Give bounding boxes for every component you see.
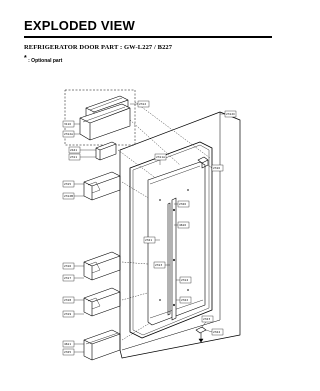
callout-label [63,349,74,355]
door-basket-4 [84,330,120,360]
svg-text:2311: 2311 [70,155,78,159]
callout-label [63,181,74,187]
callout-label [63,311,74,317]
callout-label [63,275,74,281]
callout-label [212,165,223,171]
callout-label [63,263,74,269]
svg-text:2320: 2320 [179,202,187,206]
svg-text:2314: 2314 [181,278,189,282]
callout-label [202,316,213,322]
svg-text:2325: 2325 [64,350,72,354]
svg-text:2319: 2319 [64,312,72,316]
svg-text:2324: 2324 [213,330,221,334]
svg-text:2313: 2313 [155,263,163,267]
callout-label [63,131,74,137]
callout-label [178,201,189,207]
svg-text:2318: 2318 [64,298,72,302]
svg-text:2323: 2323 [203,317,211,321]
callout-label [69,154,80,160]
callout-label [144,237,155,243]
callout-label [63,341,74,347]
callout-label [180,297,191,303]
small-cup [96,142,116,160]
callout-label [69,147,80,153]
svg-text:4611: 4611 [64,342,72,346]
door-basket-2 [84,252,120,280]
callout-label [63,121,74,127]
door-basket-3 [84,288,120,316]
callout-label [154,262,165,268]
svg-text:2310: 2310 [213,166,221,170]
svg-text:2312C: 2312C [226,112,236,116]
door-basket-1 [84,172,120,200]
svg-text:2441: 2441 [70,148,78,152]
svg-text:2321: 2321 [145,238,153,242]
dairy-bin [80,96,130,140]
svg-text:2316: 2316 [64,264,72,268]
callout-label [180,277,191,283]
callout-label [138,101,149,107]
svg-text:2312B: 2312B [64,194,74,198]
svg-text:2322: 2322 [181,298,189,302]
callout-label [178,222,189,228]
callout-label [63,297,74,303]
optional-part-note-text: : Optional part [28,58,63,64]
door-liner [148,162,205,325]
page-title: EXPLODED VIEW [24,18,135,33]
svg-text:3110: 3110 [64,122,72,126]
svg-text:2312A: 2312A [64,132,74,136]
callout-label [212,329,223,335]
svg-text:2311A: 2311A [156,155,166,159]
optional-marker: * [24,55,27,62]
part-subtitle: REFRIGERATOR DOOR PART : GW-L227 / B227 [24,44,173,51]
svg-text:2312: 2312 [139,102,147,106]
callout-label [225,111,236,117]
svg-text:2317: 2317 [64,276,72,280]
svg-text:4610: 4610 [179,223,187,227]
callout-label [63,193,74,199]
bottom-hinge [196,327,206,342]
callout-label [155,154,166,160]
svg-text:2315: 2315 [64,182,72,186]
